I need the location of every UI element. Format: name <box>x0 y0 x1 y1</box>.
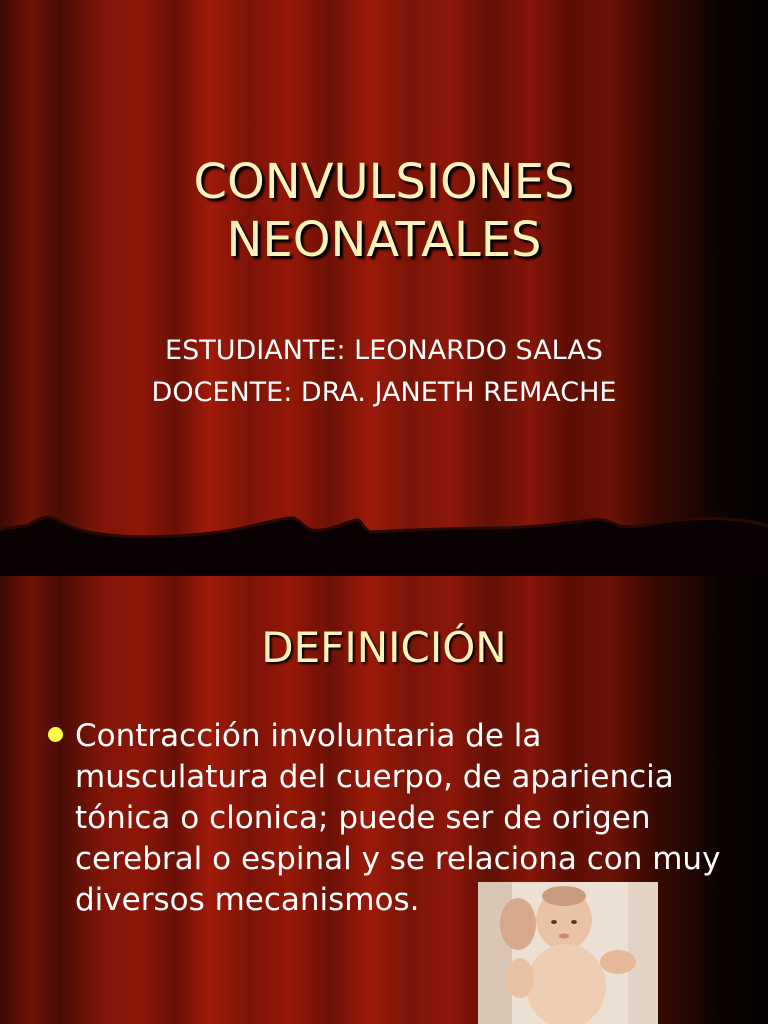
bullet-dot-icon <box>48 727 63 742</box>
title-line-2: NEONATALES <box>226 212 542 268</box>
definition-heading: DEFINICIÓN <box>261 623 507 672</box>
student-name: ESTUDIANTE: LEONARDO SALAS <box>165 335 603 366</box>
curtain-drape-edge <box>0 500 768 576</box>
baby-illustration-icon <box>478 882 658 1024</box>
teacher-name: DOCENTE: DRA. JANETH REMACHE <box>151 377 617 408</box>
baby-photo <box>478 882 658 1024</box>
slide-definition <box>0 576 768 1024</box>
title-line-1: CONVULSIONES <box>193 154 575 210</box>
slide-title-heading <box>0 153 768 269</box>
bullet-text: Contracción involuntaria de la musculatura del cuerpo, de apariencia tónica o clonica; puede ser de origen cerebral o espinal y se relaciona con muy diversos mecanismos. <box>75 718 721 918</box>
